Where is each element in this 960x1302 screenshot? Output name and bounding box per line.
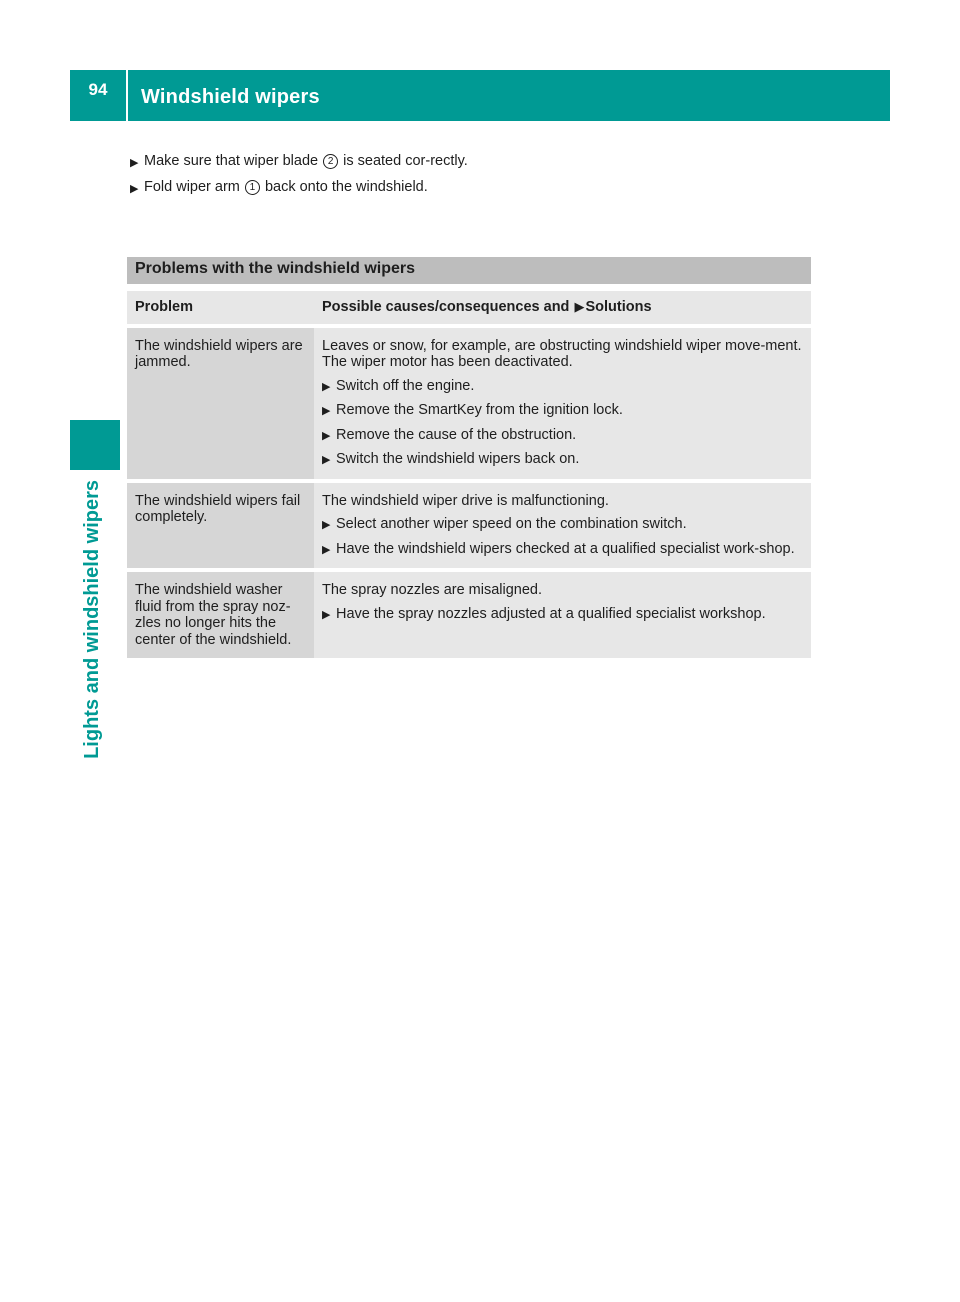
solution-arrow-icon: ▶ <box>574 299 585 314</box>
problem-cell: The windshield wipers fail completely. <box>127 483 314 569</box>
problem-cell: The windshield wipers are jammed. <box>127 328 314 479</box>
step-arrow-icon: ▶ <box>130 157 139 169</box>
table-row <box>127 483 811 569</box>
table-title: Problems with the windshield wipers <box>135 260 416 277</box>
table-row <box>127 572 811 658</box>
solution-cell <box>314 328 811 479</box>
solution-step <box>322 451 803 469</box>
problem-cell: The windshield washer fluid from the spray noz-zles no longer hits the center of the windshield. <box>127 572 314 658</box>
solution-step <box>322 516 803 534</box>
step-arrow-icon: ▶ <box>322 380 331 393</box>
callout-number-icon: 1 <box>245 180 260 195</box>
solution-cell <box>314 572 811 658</box>
step-arrow-icon: ▶ <box>130 183 139 195</box>
table-row <box>127 328 811 479</box>
solution-step <box>322 402 803 420</box>
solution-step-text: Switch off the engine. <box>336 377 475 394</box>
step-arrow-icon: ▶ <box>322 429 331 442</box>
instruction-step <box>130 152 475 172</box>
solution-step <box>322 378 803 396</box>
step-text <box>144 152 468 172</box>
solution-cell <box>314 483 811 569</box>
cause-text: The windshield wiper drive is malfunctioning. <box>322 492 609 509</box>
step-arrow-icon: ▶ <box>322 543 331 556</box>
solution-step <box>322 541 803 559</box>
solution-step <box>322 606 803 624</box>
solution-step-text: Select another wiper speed on the combination switch. <box>336 516 687 532</box>
table-header-row <box>127 291 811 324</box>
column-header-solutions <box>314 291 811 324</box>
cause-text: Leaves or snow, for example, are obstructing windshield wiper move-ment. The wiper motor has been deactivated. <box>322 337 802 370</box>
solution-step <box>322 427 803 445</box>
page-number: 94 <box>88 80 108 99</box>
side-tab-label: Lights and windshield wipers <box>81 480 103 759</box>
solution-step-text: Remove the SmartKey from the ignition lock. <box>336 402 623 418</box>
solution-step-text: Switch the windshield wipers back on. <box>336 451 580 467</box>
solution-step-text: Have the spray nozzles adjusted at a qualified specialist workshop. <box>336 605 766 622</box>
step-text <box>144 178 428 198</box>
solution-step-text: Have the windshield wipers checked at a qualified specialist work-shop. <box>336 540 795 557</box>
troubleshooting-table <box>127 287 811 662</box>
cause-text: The spray nozzles are misaligned. <box>322 582 543 598</box>
step-arrow-icon: ▶ <box>322 405 331 417</box>
step-text-post: is seated cor-rectly. <box>339 153 468 169</box>
instruction-step <box>130 178 475 198</box>
column-header-solutions-pre: Possible causes/consequences and <box>322 299 570 315</box>
step-text-pre: Fold wiper arm <box>144 179 244 195</box>
column-header-problem: Problem <box>127 291 314 324</box>
side-tab-block <box>70 420 120 470</box>
step-arrow-icon: ▶ <box>322 454 331 466</box>
step-arrow-icon: ▶ <box>322 519 331 531</box>
step-text-pre: Make sure that wiper blade <box>144 153 323 169</box>
instruction-steps <box>130 152 475 204</box>
section-title: Windshield wipers <box>141 86 320 108</box>
solution-step-text: Remove the cause of the obstruction. <box>336 426 577 443</box>
column-header-solutions-post: Solutions <box>585 299 652 315</box>
step-text-post: back onto the windshield. <box>260 179 428 195</box>
callout-number-icon: 2 <box>323 154 338 169</box>
step-arrow-icon: ▶ <box>322 608 331 621</box>
header-divider <box>126 70 128 121</box>
